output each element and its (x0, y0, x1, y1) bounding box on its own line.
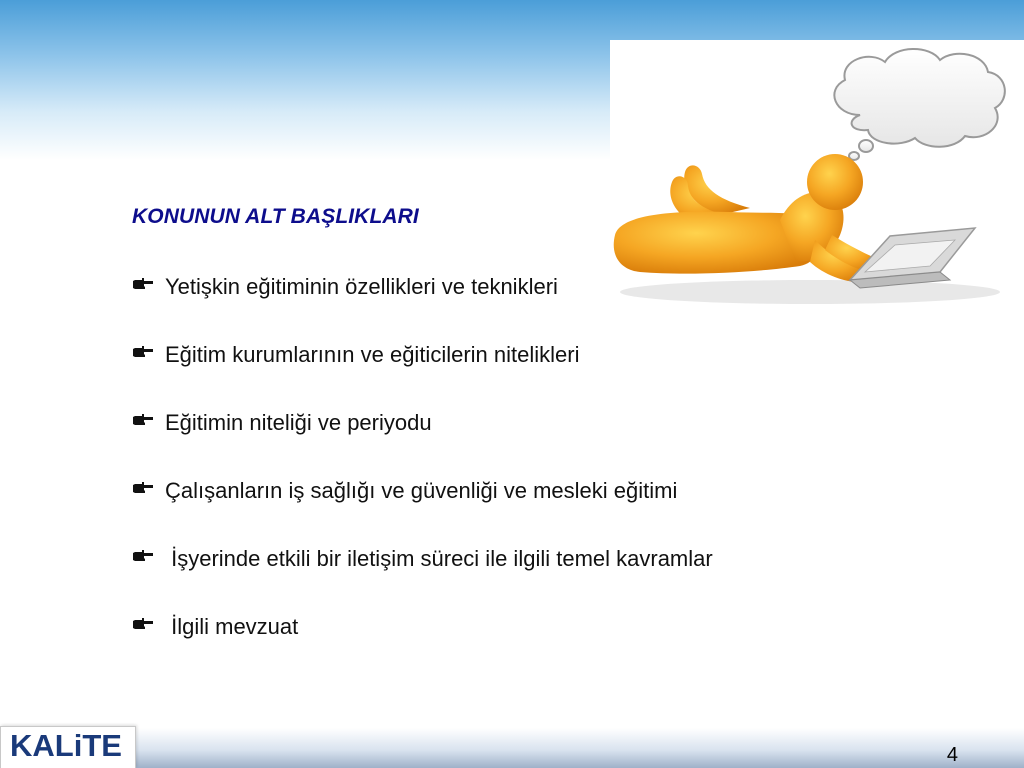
bullet-text: Çalışanların iş sağlığı ve güvenliği ve mesleki eğitimi (165, 478, 678, 503)
bullet-text: İlgili mevzuat (165, 614, 299, 639)
pointing-hand-icon (132, 481, 154, 495)
pointing-hand-icon (132, 345, 154, 359)
bullet-text: Eğitim kurumlarının ve eğiticilerin nitelikleri (165, 342, 580, 367)
slide-subtitle: KONUNUN ALT BAŞLIKLARI (132, 205, 419, 228)
thought-cloud-icon (834, 49, 1004, 160)
pointing-hand-icon (132, 277, 154, 291)
pointing-hand-icon (132, 617, 154, 631)
logo-text: KALiTE (10, 728, 122, 763)
list-item (132, 479, 912, 503)
pointing-hand-icon (132, 413, 154, 427)
page-number: 4 (946, 744, 958, 766)
bullet-text: Eğitimin niteliği ve periyodu (165, 410, 432, 435)
pointing-hand-icon (132, 549, 154, 563)
list-item (132, 275, 912, 299)
list-item (132, 411, 912, 435)
slide-content (132, 205, 912, 683)
footer-bar (0, 728, 1024, 768)
list-item (132, 547, 912, 571)
list-item (132, 343, 912, 367)
bullet-text: Yetişkin eğitiminin özellikleri ve teknikleri (165, 274, 558, 299)
bullet-list (132, 275, 912, 639)
list-item (132, 615, 912, 639)
logo (0, 726, 136, 768)
bullet-text: İşyerinde etkili bir iletişim süreci ile ilgili temel kavramlar (165, 546, 713, 571)
